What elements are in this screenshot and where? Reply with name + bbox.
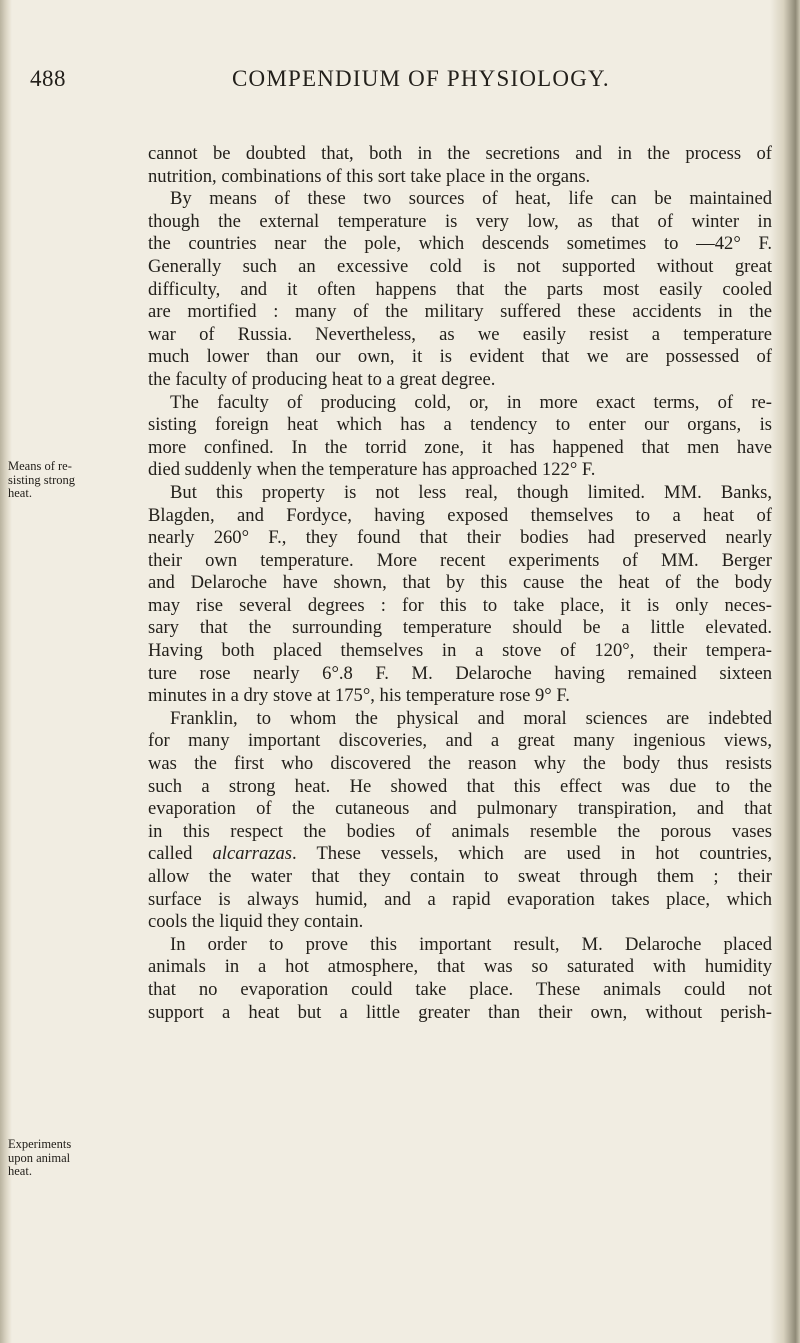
text-line: Having both placed themselves in a stove of 120°, their tempera- (148, 640, 772, 662)
text-line: support a heat but a little greater than their own, without perish- (148, 1001, 772, 1023)
text-line: their own temperature. More recent experiments of MM. Berger (148, 549, 772, 571)
text-line: nutrition, combinations of this sort take place in the organs. (148, 165, 591, 187)
italic-term: alcarrazas (212, 843, 293, 865)
text-line: more confined. In the torrid zone, it has happened that men have (148, 436, 772, 458)
text-line: the faculty of producing heat to a great degree. (148, 368, 496, 390)
text-line: Franklin, to whom the physical and moral sciences are indebted (170, 707, 772, 729)
text-line: animals in a hot atmosphere, that was so saturated with humidity (148, 956, 772, 978)
margin-note-line: heat. (8, 486, 32, 500)
text-line: In order to prove this important result, M. Delaroche placed (170, 933, 772, 955)
text-line: Generally such an excessive cold is not supported without great (148, 255, 772, 277)
text-line: sary that the surrounding temperature should be a little elevated. (148, 617, 772, 639)
page-edge-right (770, 0, 800, 1343)
margin-note-resisting-heat (8, 460, 126, 501)
text-line: the countries near the pole, which descends sometimes to —42° F. (148, 233, 772, 255)
text-line: cools the liquid they contain. (148, 911, 364, 933)
margin-note-line: sisting strong (8, 472, 76, 487)
text-line: evaporation of the cutaneous and pulmonary transpiration, and that (148, 798, 772, 820)
text-line: allow the water that they contain to sweat through them ; their (148, 866, 772, 887)
text-line: The faculty of producing cold, or, in more exact terms, of re- (170, 391, 772, 413)
running-title: COMPENDIUM OF PHYSIOLOGY. (232, 66, 610, 91)
page-header (0, 66, 800, 100)
text-line: may rise several degrees : for this to take place, it is only neces- (148, 594, 772, 616)
text-line: died suddenly when the temperature has approached 122° F. (148, 459, 596, 481)
text-line: was the first who discovered the reason why the body thus resists (148, 753, 772, 775)
margin-note-line: heat. (8, 1164, 32, 1178)
text-line: cannot be doubted that, both in the secretions and in the process of (148, 143, 772, 164)
text-line: much lower than our own, it is evident that we are possessed of (148, 346, 772, 368)
margin-note-experiments (8, 1138, 126, 1179)
text-line: minutes in a dry stove at 175°, his temperature rose 9° F. (148, 685, 570, 707)
text-line: difficulty, and it often happens that the parts most easily cooled (148, 278, 772, 300)
text-line: By means of these two sources of heat, life can be maintained (170, 188, 772, 210)
text-line: though the external temperature is very low, as that of winter in (148, 210, 772, 232)
margin-note-line: Means of re- (8, 459, 72, 473)
margin-note-line: Experiments (8, 1137, 72, 1151)
text-line: are mortified : many of the military suffered these accidents in the (148, 301, 772, 323)
text-line: that no evaporation could take place. These animals could not (148, 978, 772, 1000)
text-line: Blagden, and Fordyce, having exposed themselves to a heat of (148, 504, 772, 526)
text-line: called alcarrazas. These vessels, which are used in hot countries, (148, 843, 773, 865)
text-line: for many important discoveries, and a great many ingenious views, (148, 730, 772, 752)
text-line: such a strong heat. He showed that this effect was due to the (148, 775, 772, 797)
body-text (148, 143, 772, 1024)
text-line: and Delaroche have shown, that by this cause the heat of the body (148, 572, 772, 594)
text-line: in this respect the bodies of animals resemble the porous vases (148, 820, 772, 842)
text-line: But this property is not less real, though limited. MM. Banks, (170, 481, 772, 503)
page-number: 488 (30, 66, 66, 91)
text-line: war of Russia. Nevertheless, as we easily resist a temperature (148, 323, 772, 345)
text-line: ture rose nearly 6°.8 F. M. Delaroche having remained sixteen (148, 662, 772, 684)
margin-note-line: upon animal (8, 1150, 71, 1165)
text-line: surface is always humid, and a rapid evaporation takes place, which (148, 888, 772, 910)
text-line: nearly 260° F., they found that their bodies had preserved nearly (148, 527, 772, 549)
text-line: sisting foreign heat which has a tendency to enter our organs, is (148, 414, 772, 436)
